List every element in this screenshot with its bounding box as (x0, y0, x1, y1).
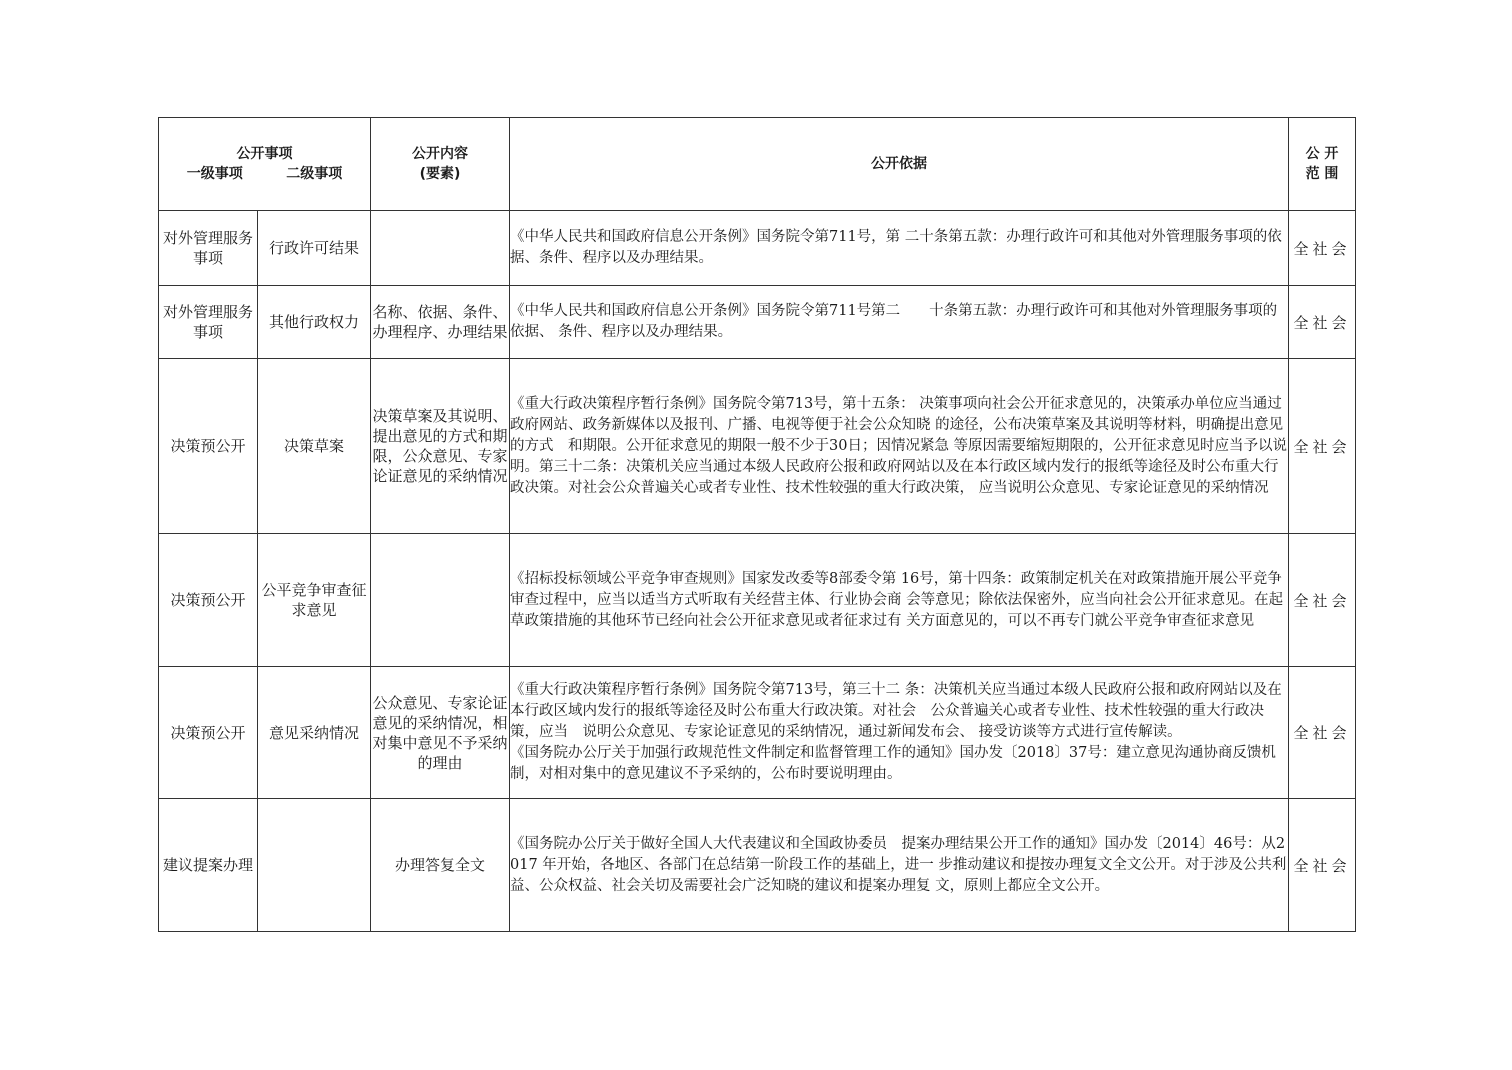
scope-cell: 全社会 (1289, 534, 1356, 667)
scope-cell: 全社会 (1289, 667, 1356, 799)
disclosure-table (158, 117, 1356, 932)
content-cell: 办理答复全文 (371, 799, 510, 932)
scope-cell: 全社会 (1289, 211, 1356, 286)
level1-cell: 决策预公开 (159, 667, 258, 799)
basis-cell (510, 286, 1289, 359)
header-content-label: 公开内容 (412, 146, 468, 162)
header-scope-label-line1: 公 开 (1305, 146, 1339, 162)
header-row (159, 118, 1356, 211)
table-row (159, 211, 1356, 286)
scope-cell: 全社会 (1289, 286, 1356, 359)
header-level2-label: 二级事项 (286, 166, 343, 182)
basis-paragraph: 《招标投标领域公平竞争审查规则》国家发改委等8部委令第 16号，第十四条：政策制定机关在对政策措施开展公平竞争审查过程中，应当以适当方式听取有关经营主体、行业协会商 会等意见；除依法保密外，应当向社会公开征求意见。在起草政策措施的其他环节已经向社会公开征求意见或者征求过有 关方面意见的，可以不再专门就公平竞争审查征求意见 (510, 570, 1284, 629)
table-row (159, 534, 1356, 667)
table-row (159, 359, 1356, 534)
scope-cell: 全社会 (1289, 359, 1356, 534)
header-basis-cell (510, 118, 1289, 211)
level1-cell: 决策预公开 (159, 534, 258, 667)
basis-paragraph: 《国务院办公厅关于加强行政规范性文件制定和监督管理工作的通知》国办发〔2018〕37号：建立意见沟通协商反馈机制，对相对集中的意见建议不予采纳的，公布时要说明理由。 (510, 745, 1276, 782)
scope-cell: 全社会 (1289, 799, 1356, 932)
level1-cell: 对外管理服务事项 (159, 211, 258, 286)
content-cell (371, 211, 510, 286)
basis-paragraph: 《国务院办公厅关于做好全国人大代表建议和全国政协委员 提案办理结果公开工作的通知》国办发〔2014〕46号：从2017 年开始，各地区、各部门在总结第一阶段工作的基础上，进一 步推动建议和提按办理复文全文公开。对于涉及公共利益、公众权益、社会关切及需要社会广泛知晓的建议和提案办理复 文，原则上都应全文公开。 (510, 835, 1287, 894)
basis-paragraph: 《重大行政决策程序暂行条例》国务院令第713号，第十五条： 决策事项向社会公开征求意见的，决策承办单位应当通过政府网站、政务新媒体以及报刊、广播、电视等便于社会公众知晓 的途径，公布决策草案及其说明等材料，明确提出意见的方式 和期限。公开征求意见的期限一般不少于30日；因情况紧急 等原因需要缩短期限的，公开征求意见时应当予以说明。第三十二条：决策机关应当通过本级人民政府公报和政府网站以及在本行政区域内发行的报纸等途径及时公布重大行政决策。对社会公众普遍关心或者专业性、技术性较强的重大行政决策， 应当说明公众意见、专家论证意见的采纳情况 (510, 395, 1288, 496)
table-row (159, 799, 1356, 932)
content-cell: 名称、依据、条件、办理程序、办理结果 (371, 286, 510, 359)
basis-cell (510, 534, 1289, 667)
basis-paragraph: 《中华人民共和国政府信息公开条例》国务院令第711号，第 二十条第五款：办理行政许可和其他对外管理服务事项的依 据、条件、程序以及办理结果。 (510, 229, 1282, 266)
table-row (159, 286, 1356, 359)
level1-cell: 建议提案办理 (159, 799, 258, 932)
basis-cell (510, 359, 1289, 534)
header-group-label: 公开事项 (236, 146, 293, 162)
level2-cell: 其他行政权力 (258, 286, 371, 359)
header-content-sublabel: (要素) (419, 166, 461, 182)
level2-cell: 行政许可结果 (258, 211, 371, 286)
header-scope-cell (1289, 118, 1356, 211)
basis-cell (510, 667, 1289, 799)
header-content-cell (371, 118, 510, 211)
level1-cell: 决策预公开 (159, 359, 258, 534)
content-cell: 公众意见、专家论证意见的采纳情况，相对集中意见不予采纳的理由 (371, 667, 510, 799)
basis-paragraph: 《中华人民共和国政府信息公开条例》国务院令第711号第二 十条第五款：办理行政许可和其他对外管理服务事项的依据、 条件、程序以及办理结果。 (510, 303, 1278, 340)
header-matter-cell (159, 118, 371, 211)
level1-cell: 对外管理服务事项 (159, 286, 258, 359)
content-cell (371, 534, 510, 667)
basis-paragraph: 《重大行政决策程序暂行条例》国务院令第713号，第三十二 条：决策机关应当通过本级人民政府公报和政府网站以及在本行政区域内发行的报纸等途径及时公布重大行政决策。对社会 公众普遍关心或者专业性、技术性较强的重大行政决策，应当 说明公众意见、专家论证意见的采纳情况，通过新闻发布会、 接受访谈等方式进行宣传解读。 (510, 682, 1282, 740)
level2-cell: 公平竞争审查征求意见 (258, 534, 371, 667)
table-row (159, 667, 1356, 799)
level2-cell: 决策草案 (258, 359, 371, 534)
header-level1-label: 一级事项 (186, 166, 243, 182)
content-cell: 决策草案及其说明、提出意见的方式和期限，公众意见、专家论证意见的采纳情况 (371, 359, 510, 534)
header-basis-label: 公开依据 (871, 156, 927, 172)
basis-cell (510, 211, 1289, 286)
basis-cell (510, 799, 1289, 932)
header-scope-label-line2: 范 围 (1305, 166, 1339, 182)
level2-cell: 意见采纳情况 (258, 667, 371, 799)
level2-cell (258, 799, 371, 932)
